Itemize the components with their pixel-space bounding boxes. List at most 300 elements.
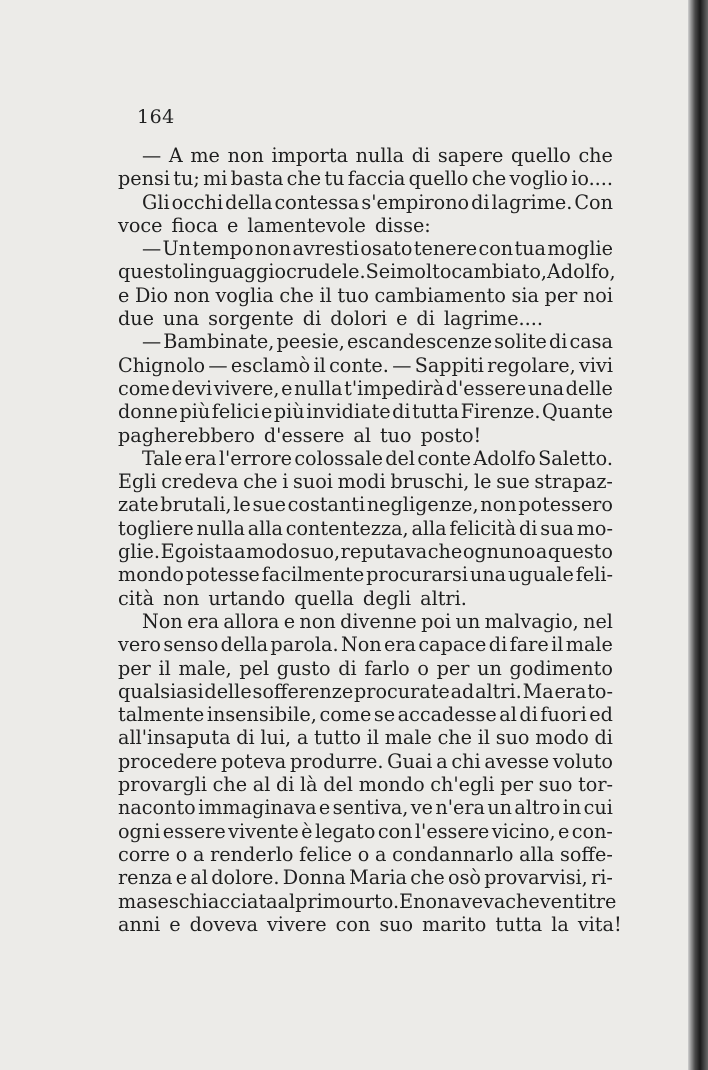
word: che bbox=[578, 144, 613, 167]
word: Non bbox=[340, 633, 382, 657]
word: A bbox=[168, 144, 183, 167]
word: a bbox=[296, 726, 309, 750]
word: urto. bbox=[352, 889, 400, 913]
word: voglia bbox=[215, 283, 274, 307]
word: insensibile, bbox=[206, 703, 317, 727]
word: reputava bbox=[340, 540, 428, 564]
word: cui bbox=[583, 796, 613, 820]
word: Con bbox=[574, 190, 613, 214]
word: — bbox=[142, 330, 162, 354]
word: importa bbox=[271, 144, 349, 167]
word: accadesse bbox=[397, 703, 497, 727]
word: s'empirono bbox=[361, 190, 470, 214]
text-line bbox=[118, 260, 616, 284]
word: in bbox=[562, 796, 582, 820]
text-line bbox=[118, 540, 613, 563]
word: provargli bbox=[118, 773, 208, 797]
word: tu bbox=[324, 167, 345, 191]
text-line bbox=[118, 517, 613, 540]
word: Donna bbox=[282, 866, 346, 890]
word: a bbox=[535, 540, 548, 564]
word: noi bbox=[582, 283, 613, 307]
word: zate bbox=[118, 493, 159, 517]
word: glie. bbox=[118, 540, 161, 564]
word: poteva bbox=[221, 749, 287, 773]
text-line bbox=[118, 703, 613, 726]
word: senso bbox=[163, 633, 219, 657]
word: renza bbox=[118, 866, 173, 890]
word: Maria bbox=[349, 866, 407, 890]
text-line bbox=[118, 610, 613, 633]
word: altri. bbox=[475, 679, 522, 703]
word: vivi bbox=[579, 353, 613, 377]
text-line bbox=[118, 657, 613, 680]
word: produrre. bbox=[289, 749, 384, 773]
word: tuo bbox=[337, 283, 369, 307]
word: un bbox=[477, 656, 502, 680]
word: male, bbox=[178, 656, 232, 680]
word: lui, bbox=[260, 726, 292, 750]
word: di bbox=[236, 726, 255, 750]
word: quello bbox=[408, 167, 469, 191]
word: che bbox=[427, 540, 463, 564]
word: un bbox=[487, 796, 513, 820]
word: sofferenze bbox=[252, 679, 354, 703]
word: di bbox=[548, 330, 568, 354]
word: fare bbox=[509, 633, 549, 657]
word: del bbox=[385, 446, 416, 470]
word: sapere bbox=[437, 144, 504, 167]
word: schiacciata bbox=[168, 889, 278, 913]
word: voluto bbox=[552, 749, 613, 773]
word: i bbox=[282, 470, 289, 494]
word: — bbox=[142, 237, 162, 261]
word: pensi bbox=[118, 167, 170, 191]
word: parola. bbox=[270, 633, 339, 657]
word: ch'egli bbox=[430, 773, 495, 797]
word: tor- bbox=[578, 773, 613, 797]
word: con bbox=[335, 912, 371, 936]
word: suoi bbox=[293, 470, 333, 494]
word: essere bbox=[162, 819, 226, 843]
word: qualsiasi bbox=[118, 679, 204, 703]
word: Chignolo bbox=[118, 353, 206, 377]
word: Egli bbox=[118, 470, 157, 494]
word: talmente bbox=[118, 703, 205, 727]
word: io.... bbox=[571, 167, 613, 191]
word: che bbox=[437, 726, 473, 750]
word: potessero bbox=[518, 493, 613, 517]
word: vivere, bbox=[213, 376, 280, 400]
word: Egoista bbox=[160, 540, 234, 564]
text-line bbox=[118, 820, 613, 843]
word: vero bbox=[118, 633, 161, 657]
page-number: 164 bbox=[137, 106, 175, 128]
word: avresti bbox=[292, 237, 359, 261]
word: Guai bbox=[387, 749, 433, 773]
text-line bbox=[118, 750, 613, 773]
word: esclamò bbox=[230, 353, 311, 377]
word: alla bbox=[519, 842, 555, 866]
word: e bbox=[175, 866, 188, 890]
word: Bambinate, bbox=[163, 330, 275, 354]
word: nulla bbox=[355, 144, 405, 167]
book-spine-shadow bbox=[688, 0, 708, 1070]
word: dolori bbox=[330, 307, 388, 331]
word: quella bbox=[294, 586, 354, 610]
word: modi bbox=[337, 470, 386, 494]
word: di bbox=[302, 307, 322, 331]
word: credeva bbox=[161, 470, 239, 494]
word: all'insaputa bbox=[118, 726, 231, 750]
word: l'essere bbox=[414, 819, 490, 843]
word: provarvisi, bbox=[484, 866, 588, 890]
word: Saletto. bbox=[538, 446, 613, 470]
text-line bbox=[118, 377, 613, 400]
word: doveva bbox=[189, 912, 258, 936]
word: e bbox=[283, 609, 296, 633]
word: il bbox=[319, 283, 332, 307]
word: basta bbox=[230, 167, 284, 191]
word: allora bbox=[223, 609, 280, 633]
word: d'essere bbox=[263, 423, 345, 447]
word: di bbox=[416, 307, 435, 331]
word: di bbox=[594, 726, 613, 750]
word: Sei bbox=[365, 260, 397, 284]
text-line bbox=[118, 354, 613, 377]
word: e bbox=[281, 376, 293, 400]
word: due bbox=[118, 307, 154, 331]
word: e bbox=[557, 819, 570, 843]
word: lagrime.... bbox=[443, 307, 543, 331]
word: di bbox=[519, 516, 538, 540]
word: procedere bbox=[118, 749, 218, 773]
text-line bbox=[118, 680, 613, 703]
word: contentezza, bbox=[285, 516, 409, 540]
word: ad bbox=[450, 679, 475, 703]
word: Sappiti bbox=[414, 353, 484, 377]
word: tua bbox=[514, 237, 546, 261]
word: Non bbox=[142, 609, 183, 633]
word: ri- bbox=[591, 866, 613, 890]
word: mondo bbox=[118, 563, 184, 587]
word: tutta bbox=[495, 912, 543, 936]
word: altro bbox=[514, 796, 561, 820]
word: Dio bbox=[134, 283, 169, 307]
text-line bbox=[118, 424, 613, 447]
word: pagherebbero bbox=[118, 423, 255, 447]
word: le bbox=[474, 470, 492, 494]
word: sia bbox=[511, 283, 539, 307]
word: fuori bbox=[540, 703, 587, 727]
word: il bbox=[158, 656, 171, 680]
word: di bbox=[411, 144, 431, 167]
word: e bbox=[396, 307, 408, 331]
text-line bbox=[118, 237, 613, 260]
word: anni bbox=[118, 912, 161, 936]
word: non bbox=[254, 237, 292, 261]
word: mi bbox=[203, 167, 228, 191]
word: gusto bbox=[276, 656, 331, 680]
word: devi bbox=[171, 376, 213, 400]
text-line bbox=[118, 144, 613, 167]
word: modo bbox=[535, 726, 589, 750]
word: e bbox=[118, 283, 130, 307]
word: e bbox=[169, 912, 181, 936]
text-line bbox=[118, 587, 613, 610]
word: contessa bbox=[274, 190, 360, 214]
word: se bbox=[373, 703, 396, 727]
word: corre bbox=[118, 842, 170, 866]
word: Adolfo bbox=[473, 446, 536, 470]
word: di bbox=[392, 400, 411, 424]
word: ventitre bbox=[539, 889, 617, 913]
word: nel bbox=[583, 609, 613, 633]
word: il bbox=[366, 726, 380, 750]
word: del bbox=[323, 773, 354, 797]
word: condannarlo bbox=[392, 842, 514, 866]
word: divenne bbox=[340, 609, 417, 633]
word: a bbox=[374, 842, 387, 866]
word: era bbox=[184, 446, 217, 470]
word: soffe- bbox=[560, 842, 613, 866]
word: cambiato, bbox=[451, 260, 547, 284]
word: urtando bbox=[208, 586, 286, 610]
word: che bbox=[410, 866, 445, 890]
word: suo bbox=[495, 726, 530, 750]
word: male bbox=[565, 633, 613, 657]
word: alla bbox=[247, 516, 283, 540]
word: ogni bbox=[118, 819, 161, 843]
word: al bbox=[252, 773, 271, 797]
word: come bbox=[319, 703, 372, 727]
word: una bbox=[527, 376, 565, 400]
word: molto bbox=[396, 260, 452, 284]
word: suo bbox=[379, 912, 414, 936]
word: per bbox=[118, 656, 151, 680]
word: era bbox=[384, 633, 416, 657]
text-line bbox=[118, 493, 613, 516]
word: capace bbox=[418, 633, 487, 657]
word: voce bbox=[118, 213, 163, 237]
word: era bbox=[187, 609, 220, 633]
word: felicità bbox=[449, 516, 517, 540]
word: felice bbox=[299, 842, 352, 866]
word: sua bbox=[540, 516, 574, 540]
word: che bbox=[279, 283, 314, 307]
word: malvagio, bbox=[484, 609, 579, 633]
word: escandescenze bbox=[346, 330, 493, 354]
word: — bbox=[208, 353, 228, 377]
word: procurate bbox=[353, 679, 450, 703]
word: più bbox=[273, 400, 305, 424]
word: aveva bbox=[449, 889, 506, 913]
word: immaginava bbox=[198, 796, 317, 820]
word: pel bbox=[239, 656, 270, 680]
word: strapaz- bbox=[534, 470, 613, 494]
word: con bbox=[478, 237, 514, 261]
word: questo bbox=[547, 540, 613, 564]
word: casa bbox=[569, 330, 613, 354]
word: il bbox=[313, 353, 326, 377]
text-line bbox=[118, 470, 613, 493]
word: o bbox=[417, 656, 429, 680]
word: linguaggio bbox=[183, 260, 287, 284]
word: regolare, bbox=[487, 353, 576, 377]
word: lagrime. bbox=[491, 190, 573, 214]
word: sorgente bbox=[208, 307, 294, 331]
word: delle bbox=[565, 376, 613, 400]
word: che bbox=[243, 470, 278, 494]
word: posto! bbox=[420, 423, 482, 447]
word: godimento bbox=[509, 656, 613, 680]
text-line bbox=[118, 633, 613, 656]
word: la bbox=[551, 912, 569, 936]
word: farlo bbox=[364, 656, 410, 680]
text-line bbox=[118, 796, 613, 819]
word: lamentevole bbox=[247, 213, 366, 237]
text-line bbox=[118, 843, 613, 866]
word: o bbox=[357, 842, 370, 866]
word: costanti bbox=[287, 493, 366, 517]
word: sue bbox=[252, 493, 286, 517]
text-line bbox=[118, 447, 613, 470]
word: Ma bbox=[522, 679, 554, 703]
word: mondo bbox=[358, 773, 425, 797]
word: primo bbox=[295, 889, 353, 913]
word: brutali, bbox=[160, 493, 232, 517]
text-line bbox=[118, 866, 613, 889]
text-line bbox=[118, 726, 613, 749]
word: a bbox=[436, 749, 448, 773]
word: uguale bbox=[507, 563, 574, 587]
word: mase bbox=[118, 889, 169, 913]
word: quello bbox=[510, 144, 571, 167]
word: vicino, bbox=[491, 819, 556, 843]
word: per bbox=[500, 773, 534, 797]
word: della bbox=[225, 190, 273, 214]
text-line bbox=[118, 330, 613, 353]
word: al bbox=[190, 866, 208, 890]
word: alla bbox=[411, 516, 447, 540]
text-line bbox=[118, 191, 613, 214]
word: facilmente bbox=[261, 563, 365, 587]
word: solite bbox=[494, 330, 547, 354]
word: un bbox=[455, 609, 481, 633]
word: legato bbox=[314, 819, 376, 843]
word: vita! bbox=[577, 912, 622, 936]
word: che bbox=[286, 167, 322, 191]
word: il bbox=[477, 726, 491, 750]
word: conte bbox=[417, 446, 472, 470]
word: tutta bbox=[412, 400, 460, 424]
word: il bbox=[551, 633, 564, 657]
word: invidiate bbox=[306, 400, 391, 424]
word: donne bbox=[118, 400, 178, 424]
word: osò bbox=[448, 866, 481, 890]
word: tenere bbox=[413, 237, 478, 261]
word: tu; bbox=[173, 167, 200, 191]
word: e bbox=[318, 796, 331, 820]
word: ve bbox=[410, 796, 433, 820]
word: al bbox=[353, 423, 371, 447]
word: marito bbox=[422, 912, 487, 936]
word: cità bbox=[118, 586, 155, 610]
word: che bbox=[471, 167, 507, 191]
word: dolore. bbox=[211, 866, 280, 890]
word: una bbox=[163, 307, 200, 331]
word: altri. bbox=[420, 586, 467, 610]
word: tempo bbox=[192, 237, 254, 261]
word: me bbox=[190, 144, 220, 167]
word: Tale bbox=[142, 446, 183, 470]
word: a bbox=[192, 842, 205, 866]
text-line bbox=[118, 400, 613, 423]
word: vivere bbox=[266, 912, 327, 936]
word: renderlo bbox=[210, 842, 294, 866]
word: to- bbox=[587, 679, 613, 703]
text-line bbox=[118, 284, 613, 307]
word: moglie bbox=[547, 237, 613, 261]
word: modo bbox=[246, 540, 300, 564]
word: potesse bbox=[185, 563, 260, 587]
text-line bbox=[118, 889, 617, 913]
word: mo- bbox=[576, 516, 613, 540]
word: le bbox=[233, 493, 251, 517]
text-line bbox=[118, 563, 613, 586]
word: con- bbox=[571, 819, 613, 843]
text-line bbox=[118, 307, 613, 330]
word: questo bbox=[118, 260, 184, 284]
word: per bbox=[544, 283, 578, 307]
word: togliere bbox=[118, 516, 194, 540]
word: — bbox=[142, 144, 162, 167]
word: Un bbox=[162, 237, 192, 261]
word: ognuno bbox=[462, 540, 536, 564]
word: una bbox=[469, 563, 507, 587]
word: negligenze, bbox=[366, 493, 479, 517]
word: n'era bbox=[435, 796, 485, 820]
word: non bbox=[173, 283, 210, 307]
word: Gli bbox=[142, 190, 170, 214]
word: per bbox=[436, 656, 470, 680]
word: non bbox=[163, 586, 200, 610]
word: tutto bbox=[313, 726, 362, 750]
text-line bbox=[118, 167, 613, 190]
word: non bbox=[299, 609, 336, 633]
word: di bbox=[338, 656, 357, 680]
word: procurarsi bbox=[366, 563, 469, 587]
word: disse: bbox=[374, 213, 431, 237]
word: colossale bbox=[294, 446, 383, 470]
word: cambiamento bbox=[374, 283, 506, 307]
word: delle bbox=[204, 679, 252, 703]
word: l'errore bbox=[218, 446, 293, 470]
word: non bbox=[227, 144, 264, 167]
text-line bbox=[118, 773, 613, 796]
word: suo, bbox=[300, 540, 341, 564]
word: e bbox=[227, 213, 239, 237]
word: feli- bbox=[575, 563, 613, 587]
word: felici bbox=[211, 400, 260, 424]
word: tuo bbox=[379, 423, 412, 447]
word: nulla bbox=[294, 376, 343, 400]
word: o bbox=[175, 842, 188, 866]
word: sue bbox=[496, 470, 530, 494]
word: là bbox=[300, 773, 318, 797]
word: al bbox=[499, 703, 517, 727]
word: di bbox=[471, 190, 490, 214]
